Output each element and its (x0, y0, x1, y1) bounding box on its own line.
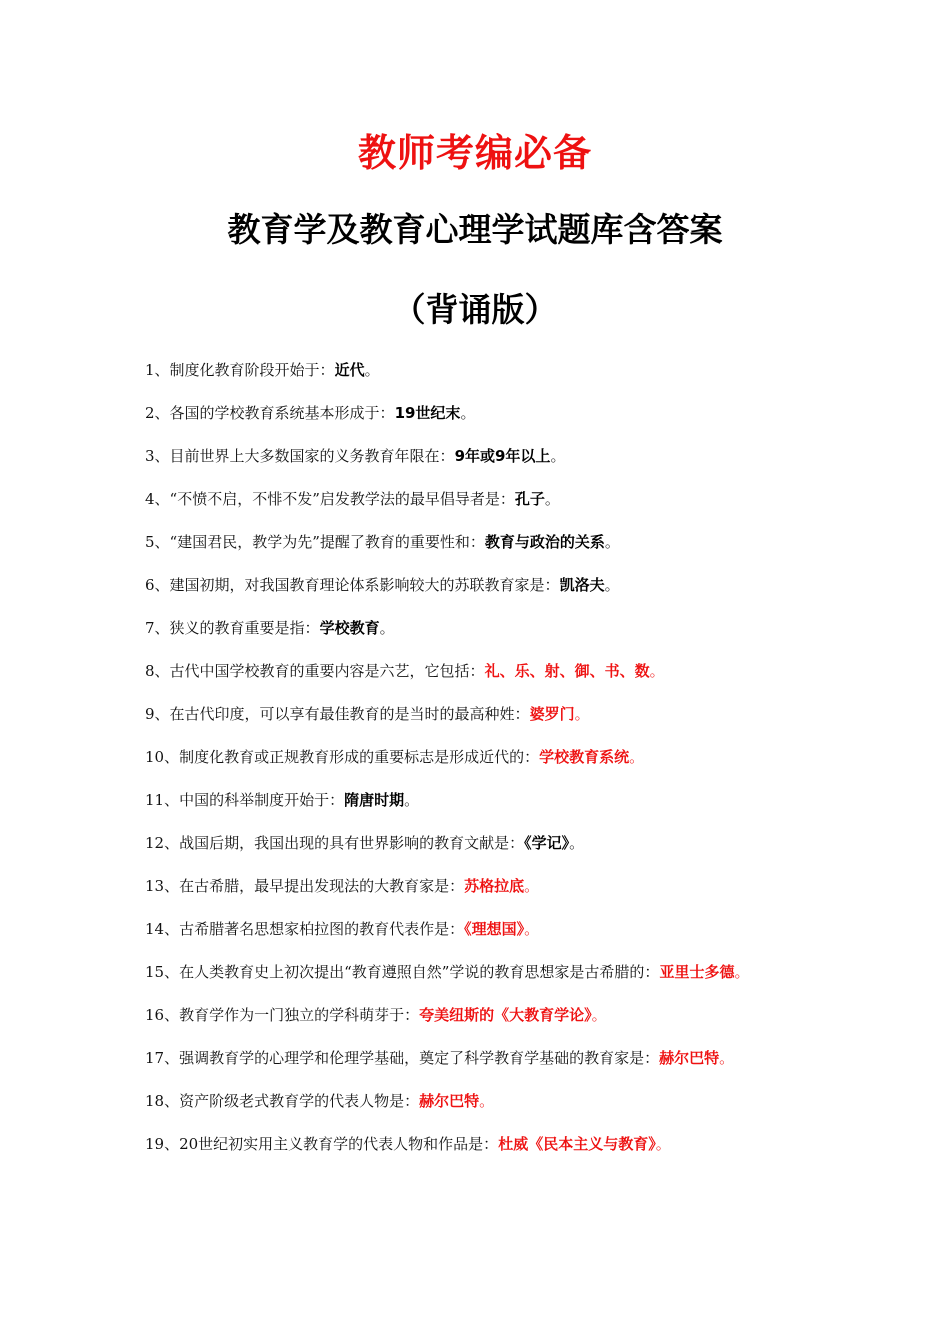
question-item (145, 616, 810, 641)
question-end-mark: 。 (550, 447, 566, 465)
question-text: 教育学作为一门独立的学科萌芽于： (179, 1006, 420, 1024)
question-item (145, 530, 810, 555)
question-end-mark: 。 (604, 533, 620, 551)
question-end-mark: 。 (629, 748, 645, 766)
question-text: 在古希腊，最早提出发现法的大教育家是： (179, 877, 465, 895)
question-answer: 孔子 (514, 490, 545, 508)
question-text: 制度化教育或正规教育形成的重要标志是形成近代的： (179, 748, 540, 766)
question-answer: 近代 (334, 361, 365, 379)
question-answer: 婆罗门 (529, 705, 575, 723)
question-end-mark: 。 (524, 877, 540, 895)
question-number: 12、 (145, 834, 180, 852)
question-item (145, 358, 810, 383)
question-end-mark: 。 (404, 791, 420, 809)
question-answer: 19世纪末 (394, 404, 461, 422)
question-text: 在人类教育史上初次提出“教育遵照自然”学说的教育思想家是古希腊的： (179, 963, 660, 981)
question-answer: 《学记》 (524, 834, 570, 852)
question-item (145, 960, 810, 985)
question-item (145, 917, 810, 942)
question-end-mark: 。 (544, 490, 560, 508)
question-text: 战国后期，我国出现的具有世界影响的教育文献是： (179, 834, 525, 852)
question-number: 16、 (145, 1006, 180, 1024)
question-item (145, 874, 810, 899)
question-end-mark: 。 (649, 662, 665, 680)
question-text: 20世纪初实用主义教育学的代表人物和作品是： (179, 1135, 499, 1153)
question-text: 制度化教育阶段开始于： (169, 361, 335, 379)
question-list (145, 358, 810, 1175)
question-text: 古希腊著名思想家柏拉图的教育代表作是： (179, 920, 465, 938)
question-text: 资产阶级老式教育学的代表人物是： (179, 1092, 420, 1110)
question-number: 9、 (145, 705, 170, 723)
question-number: 15、 (145, 963, 180, 981)
question-item (145, 702, 810, 727)
question-answer: 隋唐时期 (344, 791, 405, 809)
page-subtitle: （背诵版） (392, 290, 558, 329)
question-answer: 教育与政治的关系 (484, 533, 605, 551)
question-end-mark: 。 (604, 576, 620, 594)
question-end-mark: 。 (734, 963, 750, 981)
question-number: 11、 (145, 791, 180, 809)
question-number: 10、 (145, 748, 180, 766)
question-number: 13、 (145, 877, 180, 895)
question-item (145, 573, 810, 598)
question-end-mark: 。 (379, 619, 395, 637)
question-item (145, 401, 810, 426)
question-item (145, 1089, 810, 1114)
question-answer: 杜威《民本主义与教育》 (498, 1135, 656, 1153)
question-item (145, 659, 810, 684)
question-text: 目前世界上大多数国家的义务教育年限在： (169, 447, 455, 465)
question-item (145, 745, 810, 770)
question-number: 19、 (145, 1135, 180, 1153)
question-number: 3、 (145, 447, 170, 465)
question-answer: 苏格拉底 (464, 877, 525, 895)
question-end-mark: 。 (574, 705, 590, 723)
question-end-mark: 。 (591, 1006, 607, 1024)
question-text: “建国君民，教学为先”提醒了教育的重要性和： (169, 533, 485, 551)
question-item (145, 831, 810, 856)
question-number: 18、 (145, 1092, 180, 1110)
question-item (145, 1132, 810, 1157)
question-answer: 学校教育 (319, 619, 380, 637)
question-answer: 《理想国》 (464, 920, 525, 938)
question-item (145, 1046, 810, 1071)
question-number: 2、 (145, 404, 170, 422)
question-answer: 学校教育系统 (539, 748, 630, 766)
question-end-mark: 。 (719, 1049, 735, 1067)
question-number: 14、 (145, 920, 180, 938)
question-end-mark: 。 (479, 1092, 495, 1110)
question-answer: 赫尔巴特 (419, 1092, 480, 1110)
question-number: 4、 (145, 490, 170, 508)
question-item (145, 487, 810, 512)
question-item (145, 1003, 810, 1028)
question-text: 各国的学校教育系统基本形成于： (169, 404, 395, 422)
question-text: 强调教育学的心理学和伦理学基础，奠定了科学教育学基础的教育家是： (179, 1049, 660, 1067)
question-text: “不愤不启，不悱不发”启发教学法的最早倡导者是： (169, 490, 515, 508)
question-item (145, 444, 810, 469)
question-number: 7、 (145, 619, 170, 637)
question-item (145, 788, 810, 813)
page-title: 教育学及教育心理学试题库含答案 (227, 210, 723, 249)
question-text: 狭义的教育重要是指： (169, 619, 320, 637)
question-text: 中国的科举制度开始于： (179, 791, 345, 809)
question-end-mark: 。 (655, 1135, 671, 1153)
question-number: 1、 (145, 361, 170, 379)
question-number: 17、 (145, 1049, 180, 1067)
question-answer: 9年或9年以上 (454, 447, 551, 465)
question-answer: 赫尔巴特 (659, 1049, 720, 1067)
question-end-mark: 。 (364, 361, 380, 379)
question-end-mark: 。 (569, 834, 585, 852)
question-answer: 凯洛夫 (559, 576, 605, 594)
question-text: 在古代印度，可以享有最佳教育的是当时的最高种姓： (169, 705, 530, 723)
question-text: 建国初期，对我国教育理论体系影响较大的苏联教育家是： (169, 576, 560, 594)
question-end-mark: 。 (460, 404, 476, 422)
question-number: 5、 (145, 533, 170, 551)
question-answer: 夸美纽斯的《大教育学论》 (419, 1006, 592, 1024)
question-end-mark: 。 (524, 920, 540, 938)
question-text: 古代中国学校教育的重要内容是六艺，它包括： (169, 662, 485, 680)
question-number: 8、 (145, 662, 170, 680)
question-answer: 亚里士多德 (659, 963, 735, 981)
question-answer: 礼、乐、射、御、书、数 (484, 662, 650, 680)
page-title-red: 教师考编必备 (357, 131, 592, 175)
question-number: 6、 (145, 576, 170, 594)
